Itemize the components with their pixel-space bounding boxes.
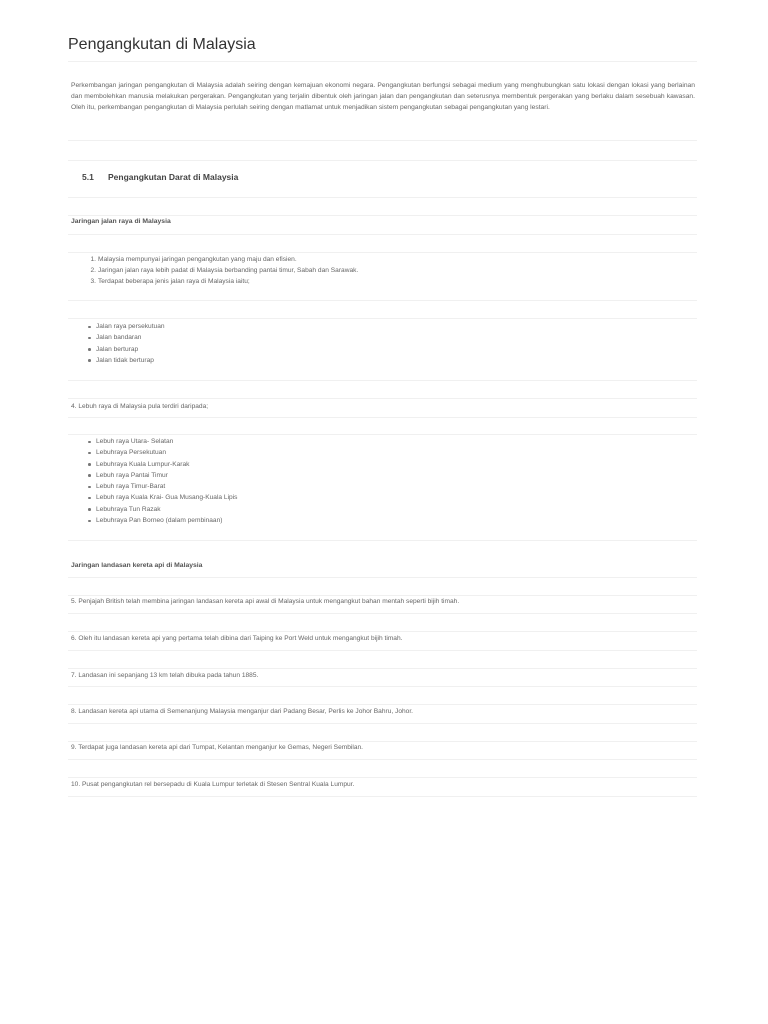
divider bbox=[68, 318, 697, 319]
divider bbox=[68, 140, 697, 141]
divider bbox=[68, 300, 697, 301]
divider bbox=[68, 380, 697, 381]
divider bbox=[68, 704, 697, 705]
divider bbox=[68, 160, 697, 161]
section-title: Pengangkutan Darat di Malaysia bbox=[108, 172, 239, 182]
section-number: 5.1 bbox=[82, 172, 94, 182]
list-item: 2. Jaringan jalan raya lebih padat di Malaysia berbanding pantai timur, Sabah dan Sarawak. bbox=[90, 267, 359, 274]
road-types-list bbox=[88, 321, 165, 366]
rail-point: 9. Terdapat juga landasan kereta api dari Tumpat, Kelantan menganjur ke Gemas, Negeri Sembilan. bbox=[71, 744, 364, 751]
rail-point: 5. Penjajah British telah membina jaringan landasan kereta api awal di Malaysia untuk mengangkut bahan mentah seperti bijih timah. bbox=[71, 598, 460, 605]
list-item: 3. Terdapat beberapa jenis jalan raya di Malaysia iaitu; bbox=[90, 278, 250, 285]
rail-point: 8. Landasan kereta api utama di Semenanjung Malaysia menganjur dari Padang Besar, Perlis ke Johor Bahru, Johor. bbox=[71, 708, 413, 715]
rail-point: 7. Landasan ini sepanjang 13 km telah dibuka pada tahun 1885. bbox=[71, 672, 259, 679]
divider bbox=[68, 577, 697, 578]
page-title: Pengangkutan di Malaysia bbox=[68, 36, 256, 53]
list-item: Lebuh raya Kuala Krai- Gua Musang-Kuala Lipis bbox=[88, 492, 237, 503]
list-item: Lebuh raya Pantai Timur bbox=[88, 470, 237, 481]
list-item: Lebuhraya Persekutuan bbox=[88, 447, 237, 458]
divider bbox=[68, 668, 697, 669]
roads-heading: Jaringan jalan raya di Malaysia bbox=[71, 218, 171, 225]
rail-point: 10. Pusat pengangkutan rel bersepadu di Kuala Lumpur terletak di Stesen Sentral Kuala Lumpur. bbox=[71, 781, 355, 788]
divider bbox=[68, 417, 697, 418]
divider bbox=[68, 234, 697, 235]
divider bbox=[68, 61, 697, 62]
list-item: Lebuh raya Utara- Selatan bbox=[88, 436, 237, 447]
highways-intro: 4. Lebuh raya di Malaysia pula terdiri daripada; bbox=[71, 403, 209, 410]
list-item: Lebuh raya Timur-Barat bbox=[88, 481, 237, 492]
list-item: Lebuhraya Kuala Lumpur-Karak bbox=[88, 459, 237, 470]
divider bbox=[68, 540, 697, 541]
divider bbox=[68, 723, 697, 724]
list-item: Jalan tidak berturap bbox=[88, 355, 165, 366]
divider bbox=[68, 613, 697, 614]
intro-paragraph: Perkembangan jaringan pengangkutan di Malaysia adalah seiring dengan kemajuan ekonomi negara. Pengangkutan berfungsi sebagai medium yang menghubungkan satu lokasi dengan lokasi yang berlainan dan membolehkan manusia melakukan pergerakan. Pengangkutan yang terjalin dibentuk oleh jaringan jalan dan pengangkutan dan seterusnya membentuk pergerakan yang berlaku dalam sesebuah kawasan. Oleh itu, perkembangan pengangkutan di Malaysia perlulah seiring dengan matlamat untuk menjadikan sistem pengangkutan sebagai pengangkutan yang lestari. bbox=[71, 82, 695, 111]
divider bbox=[68, 686, 697, 687]
section-heading bbox=[82, 172, 238, 182]
divider bbox=[68, 215, 697, 216]
list-item: Jalan raya persekutuan bbox=[88, 321, 165, 332]
rail-point: 6. Oleh itu landasan kereta api yang pertama telah dibina dari Taiping ke Port Weld untuk mengangkut bijih timah. bbox=[71, 635, 403, 642]
roads-points bbox=[71, 254, 358, 287]
list-item: Lebuhraya Pan Borneo (dalam pembinaan) bbox=[88, 515, 237, 526]
list-item: 1. Malaysia mempunyai jaringan pengangkutan yang maju dan efisien. bbox=[90, 256, 297, 263]
divider bbox=[68, 741, 697, 742]
divider bbox=[68, 631, 697, 632]
divider bbox=[68, 759, 697, 760]
rail-heading: Jaringan landasan kereta api di Malaysia bbox=[71, 562, 203, 569]
highways-list bbox=[88, 436, 237, 526]
divider bbox=[68, 398, 697, 399]
divider bbox=[68, 434, 697, 435]
list-item: Jalan berturap bbox=[88, 344, 165, 355]
divider bbox=[68, 777, 697, 778]
divider bbox=[68, 595, 697, 596]
list-item: Jalan bandaran bbox=[88, 332, 165, 343]
list-item: Lebuhraya Tun Razak bbox=[88, 504, 237, 515]
divider bbox=[68, 252, 697, 253]
divider bbox=[68, 650, 697, 651]
divider bbox=[68, 197, 697, 198]
divider bbox=[68, 796, 697, 797]
